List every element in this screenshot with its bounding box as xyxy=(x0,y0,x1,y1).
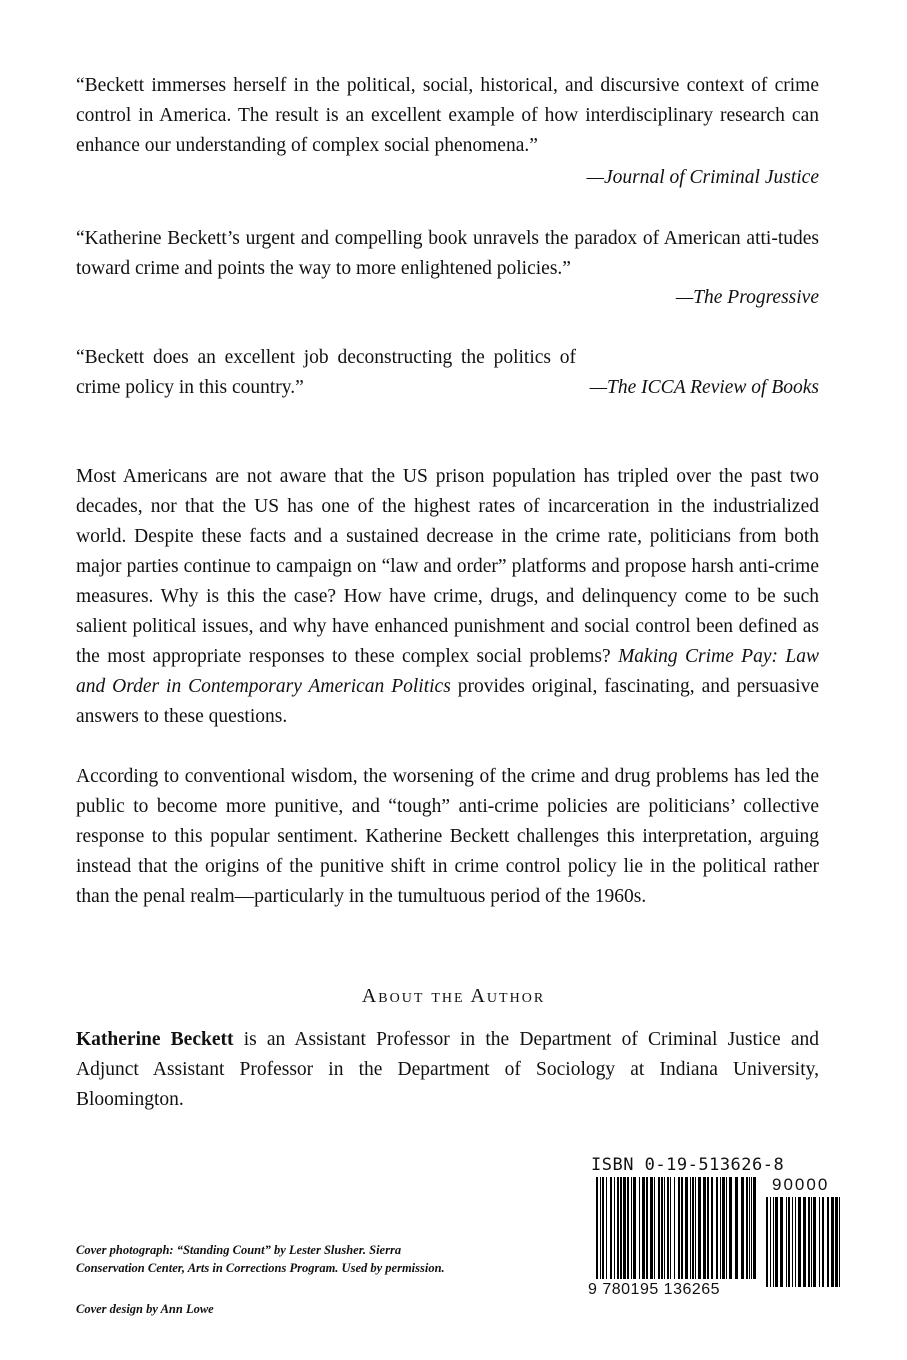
description-p1-end: provides original, fascinating, and persuasive answers to these questions. xyxy=(76,676,819,727)
barcode-bar xyxy=(617,1177,619,1279)
barcode-bar xyxy=(685,1177,688,1279)
barcode-bar xyxy=(808,1197,810,1287)
isbn-label: ISBN 0-19-513626-8 xyxy=(591,1155,785,1175)
barcode-bar xyxy=(596,1177,598,1279)
blurb-source-3: —The ICCA Review of Books xyxy=(589,377,819,398)
barcode-bar xyxy=(819,1197,820,1287)
barcode-bar xyxy=(803,1197,806,1287)
cover-design-credit: Cover design by Ann Lowe xyxy=(76,1302,214,1316)
barcode-bar xyxy=(786,1197,787,1287)
blurb-source-1: —Journal of Criminal Justice xyxy=(586,167,819,188)
barcode-bar xyxy=(795,1197,796,1287)
barcode-bar xyxy=(690,1177,691,1279)
barcode-bar xyxy=(600,1177,601,1279)
barcode-bar xyxy=(720,1177,721,1279)
barcode-bar xyxy=(813,1197,816,1287)
about-author-heading: About the Author xyxy=(361,985,546,1007)
barcode-bar xyxy=(773,1197,774,1287)
barcode-bar xyxy=(707,1177,709,1279)
barcode-bar xyxy=(646,1177,648,1279)
barcode-bar xyxy=(639,1177,640,1279)
barcode-bar xyxy=(751,1177,752,1279)
barcode-bar xyxy=(678,1177,680,1279)
barcode-bar xyxy=(674,1177,675,1279)
barcode-bar xyxy=(831,1197,834,1287)
barcode-addon-digits: 90000 xyxy=(772,1175,830,1194)
barcode-bar xyxy=(654,1177,655,1279)
barcode-bar xyxy=(664,1177,665,1279)
barcode-bar xyxy=(602,1177,604,1279)
barcode-bar xyxy=(703,1177,706,1279)
barcode-bar xyxy=(623,1177,626,1279)
barcode-main xyxy=(596,1177,758,1287)
barcode-bar xyxy=(746,1177,748,1279)
barcode-bar xyxy=(827,1197,829,1287)
author-name: Katherine Beckett xyxy=(76,1029,234,1050)
barcode-digits: 9 780195 136265 xyxy=(588,1281,721,1298)
description-p1-start: Most Americans are not aware that the US prison population has tripled over the past two decades, nor that the US has one of the highest rates of incarceration in the industrialized world. Despite these facts and a sustained decrease in the crime rate, politicians from both major parties continue to campaign on “law and order” platforms and propose harsh anti-crime measures. Why is this the case? How have crime, drugs, and delinquency come to be such salient political issues, and why have enhanced punishment and social control been defined as the most appropriate responses to these complex social problems? xyxy=(76,466,819,667)
barcode-bar xyxy=(650,1177,653,1279)
barcode-bar xyxy=(775,1197,778,1287)
barcode-bar xyxy=(631,1177,632,1279)
author-bio-text: is an Assistant Professor in the Department of Criminal Justice and Adjunct Assistant Professor in the Department of Sociology at Indiana University, Bloomington. xyxy=(76,1029,820,1110)
barcode-addon xyxy=(766,1197,840,1287)
barcode-bar xyxy=(811,1197,812,1287)
barcode-bar xyxy=(822,1197,824,1287)
barcode-bar xyxy=(610,1177,612,1279)
barcode-bar xyxy=(633,1177,636,1279)
barcode-bar xyxy=(798,1197,801,1287)
barcode-bar xyxy=(735,1177,738,1279)
barcode-bar xyxy=(620,1177,622,1279)
barcode-bar xyxy=(835,1197,838,1287)
blurb-source-2: —The Progressive xyxy=(675,287,819,308)
barcode-bar xyxy=(770,1197,771,1287)
barcode-bar xyxy=(726,1177,727,1279)
barcode-bar xyxy=(839,1197,840,1287)
barcode-bar xyxy=(741,1177,744,1279)
barcode-bar xyxy=(716,1177,718,1279)
book-title: Making Crime Pay: Law and Order in Contemporary American Politics xyxy=(76,646,819,697)
barcode-bar xyxy=(753,1177,756,1279)
barcode-bar xyxy=(711,1177,713,1279)
barcode-bar xyxy=(766,1197,768,1287)
barcode-bar xyxy=(695,1177,696,1279)
barcode-bar xyxy=(692,1177,694,1279)
blurb-quote-3: “Beckett does an excellent job deconstructing the politics of crime policy in this country.” xyxy=(76,347,576,398)
barcode-bar xyxy=(698,1177,701,1279)
barcode-bar xyxy=(627,1177,629,1279)
description-paragraph-1 xyxy=(76,462,819,732)
barcode-bar xyxy=(749,1177,750,1279)
barcode-bar xyxy=(788,1197,790,1287)
barcode-bar xyxy=(780,1197,783,1287)
blurb-quote-2: “Katherine Beckett’s urgent and compelling book unravels the paradox of American atti-tudes toward crime and points the way to more enlightened policies.” xyxy=(76,228,819,279)
barcode-bar xyxy=(614,1177,615,1279)
cover-photo-credit: Cover photograph: “Standing Count” by Lester Slusher. Sierra Conservation Center, Arts in Corrections Program. Used by permission. xyxy=(76,1243,445,1275)
barcode-bar xyxy=(642,1177,645,1279)
barcode-bar xyxy=(661,1177,663,1279)
description-paragraph-2: According to conventional wisdom, the worsening of the crime and drug problems has led the public to become more punitive, and “tough” anti-crime policies are politicians’ collective response to this popular sentiment. Katherine Beckett challenges this interpretation, arguing instead that the origins of the punitive shift in crime control policy lie in the political rather than the penal realm—particularly in the tumultuous period of the 1960s. xyxy=(76,766,819,907)
barcode-bar xyxy=(681,1177,683,1279)
barcode-bar xyxy=(722,1177,725,1279)
barcode-bar xyxy=(729,1177,732,1279)
blurb-quote-1: “Beckett immerses herself in the political, social, historical, and discursive context of crime control in America. The result is an excellent example of how interdisciplinary research can enhance our understanding of complex social phenomena.” xyxy=(76,75,819,156)
barcode-bar xyxy=(667,1177,669,1279)
barcode-bar xyxy=(792,1197,793,1287)
author-bio xyxy=(76,1025,819,1115)
barcode-bar xyxy=(670,1177,671,1279)
barcode-bar xyxy=(658,1177,660,1279)
barcode-bar xyxy=(606,1177,607,1279)
